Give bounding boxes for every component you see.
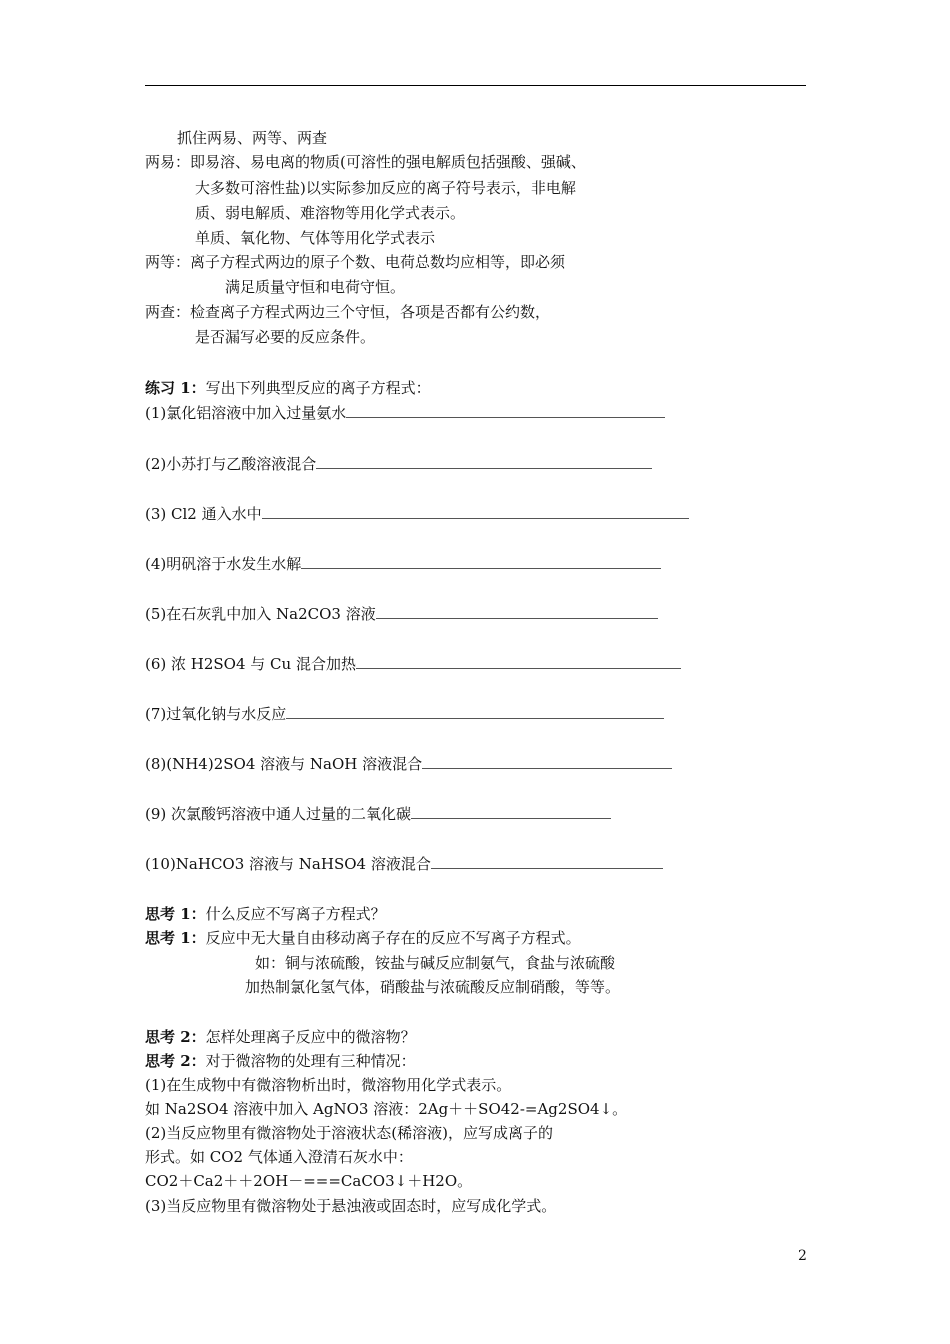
answer-blank[interactable] (262, 504, 689, 519)
exercise-item: (5)在石灰乳中加入 Na2CO3 溶液 (145, 604, 658, 624)
exercise-item: (8)(NH4)2SO4 溶液与 NaOH 溶液混合 (145, 754, 672, 774)
think1-example-1: 如：铜与浓硫酸，铵盐与碱反应制氨气，食盐与浓硫酸 (255, 954, 616, 972)
equal-line-2: 满足质量守恒和电荷守恒。 (225, 278, 406, 296)
answer-blank[interactable] (316, 454, 652, 469)
exercise-item: (4)明矾溶于水发生水解 (145, 554, 661, 574)
answer-blank[interactable] (301, 554, 661, 569)
easy-line-1: 两易：即易溶、易电离的物质(可溶性的强电解质包括强酸、强碱、 (145, 153, 586, 171)
easy-line-4: 单质、氧化物、气体等用化学式表示 (195, 229, 436, 247)
exercise-item: (6) 浓 H2SO4 与 Cu 混合加热 (145, 654, 681, 674)
think2-line-5: CO2＋Ca2＋＋2OH－===CaCO3↓＋H2O。 (145, 1172, 473, 1190)
answer-blank[interactable] (411, 804, 611, 819)
think2-answer-label: 思考 2： (145, 1052, 206, 1070)
exercise-title (145, 378, 431, 398)
answer-blank[interactable] (346, 403, 665, 418)
equal-label: 两等： (145, 253, 191, 271)
think2-question: 思考 2：怎样处理离子反应中的微溶物？ (145, 1028, 416, 1046)
think1-question: 思考 1：什么反应不写离子方程式？ (145, 905, 386, 923)
check-line-2: 是否漏写必要的反应条件。 (195, 328, 376, 346)
answer-blank[interactable] (431, 854, 663, 869)
exercise-item: (10)NaHCO3 溶液与 NaHSO4 溶液混合 (145, 854, 663, 874)
answer-blank[interactable] (422, 754, 672, 769)
exercise-item: (3) Cl2 通入水中 (145, 504, 689, 524)
easy-line-2: 大多数可溶性盐)以实际参加反应的离子符号表示，非电解 (195, 179, 576, 197)
easy-label: 两易： (145, 153, 191, 171)
exercise-item: (1)氯化铝溶液中加入过量氨水 (145, 403, 665, 423)
exercise-prompt: 写出下列典型反应的离子方程式： (205, 379, 431, 397)
think2-label: 思考 2： (145, 1028, 206, 1046)
exercise-item: (7)过氧化钠与水反应 (145, 704, 664, 724)
think2-line-2: 如 Na2SO4 溶液中加入 AgNO3 溶液：2Ag＋＋SO42-=Ag2SO4↓。 (145, 1100, 628, 1118)
answer-blank[interactable] (356, 654, 681, 669)
think1-answer-label: 思考 1： (145, 929, 206, 947)
check-label: 两查： (145, 303, 191, 321)
header-rule (145, 85, 806, 86)
think2-line-6: (3)当反应物里有微溶物处于悬浊液或固态时，应写成化学式。 (145, 1197, 557, 1215)
answer-blank[interactable] (286, 704, 664, 719)
page-number: 2 (798, 1248, 807, 1264)
easy-line-3: 质、弱电解质、难溶物等用化学式表示。 (195, 204, 466, 222)
exercise-item: (9) 次氯酸钙溶液中通人过量的二氧化碳 (145, 804, 611, 824)
exercise-label: 练习 1： (145, 379, 206, 397)
think2-answer: 思考 2：对于微溶物的处理有三种情况： (145, 1052, 416, 1070)
intro-heading: 抓住两易、两等、两查 (177, 129, 328, 147)
think1-label: 思考 1： (145, 905, 206, 923)
exercise-item: (2)小苏打与乙酸溶液混合 (145, 454, 652, 474)
think1-answer: 思考 1：反应中无大量自由移动离子存在的反应不写离子方程式。 (145, 929, 581, 947)
think2-line-1: (1)在生成物中有微溶物析出时，微溶物用化学式表示。 (145, 1076, 512, 1094)
check-line-1: 两查：检查离子方程式两边三个守恒，各项是否都有公约数， (145, 303, 551, 321)
think2-line-4: 形式。如 CO2 气体通入澄清石灰水中： (145, 1148, 413, 1166)
think2-line-3: (2)当反应物里有微溶物处于溶液状态(稀溶液)，应写成离子的 (145, 1124, 553, 1142)
equal-line-1: 两等：离子方程式两边的原子个数、电荷总数均应相等，即必须 (145, 253, 566, 271)
answer-blank[interactable] (376, 604, 658, 619)
think1-example-2: 加热制氯化氢气体，硝酸盐与浓硫酸反应制硝酸，等等。 (245, 978, 621, 996)
